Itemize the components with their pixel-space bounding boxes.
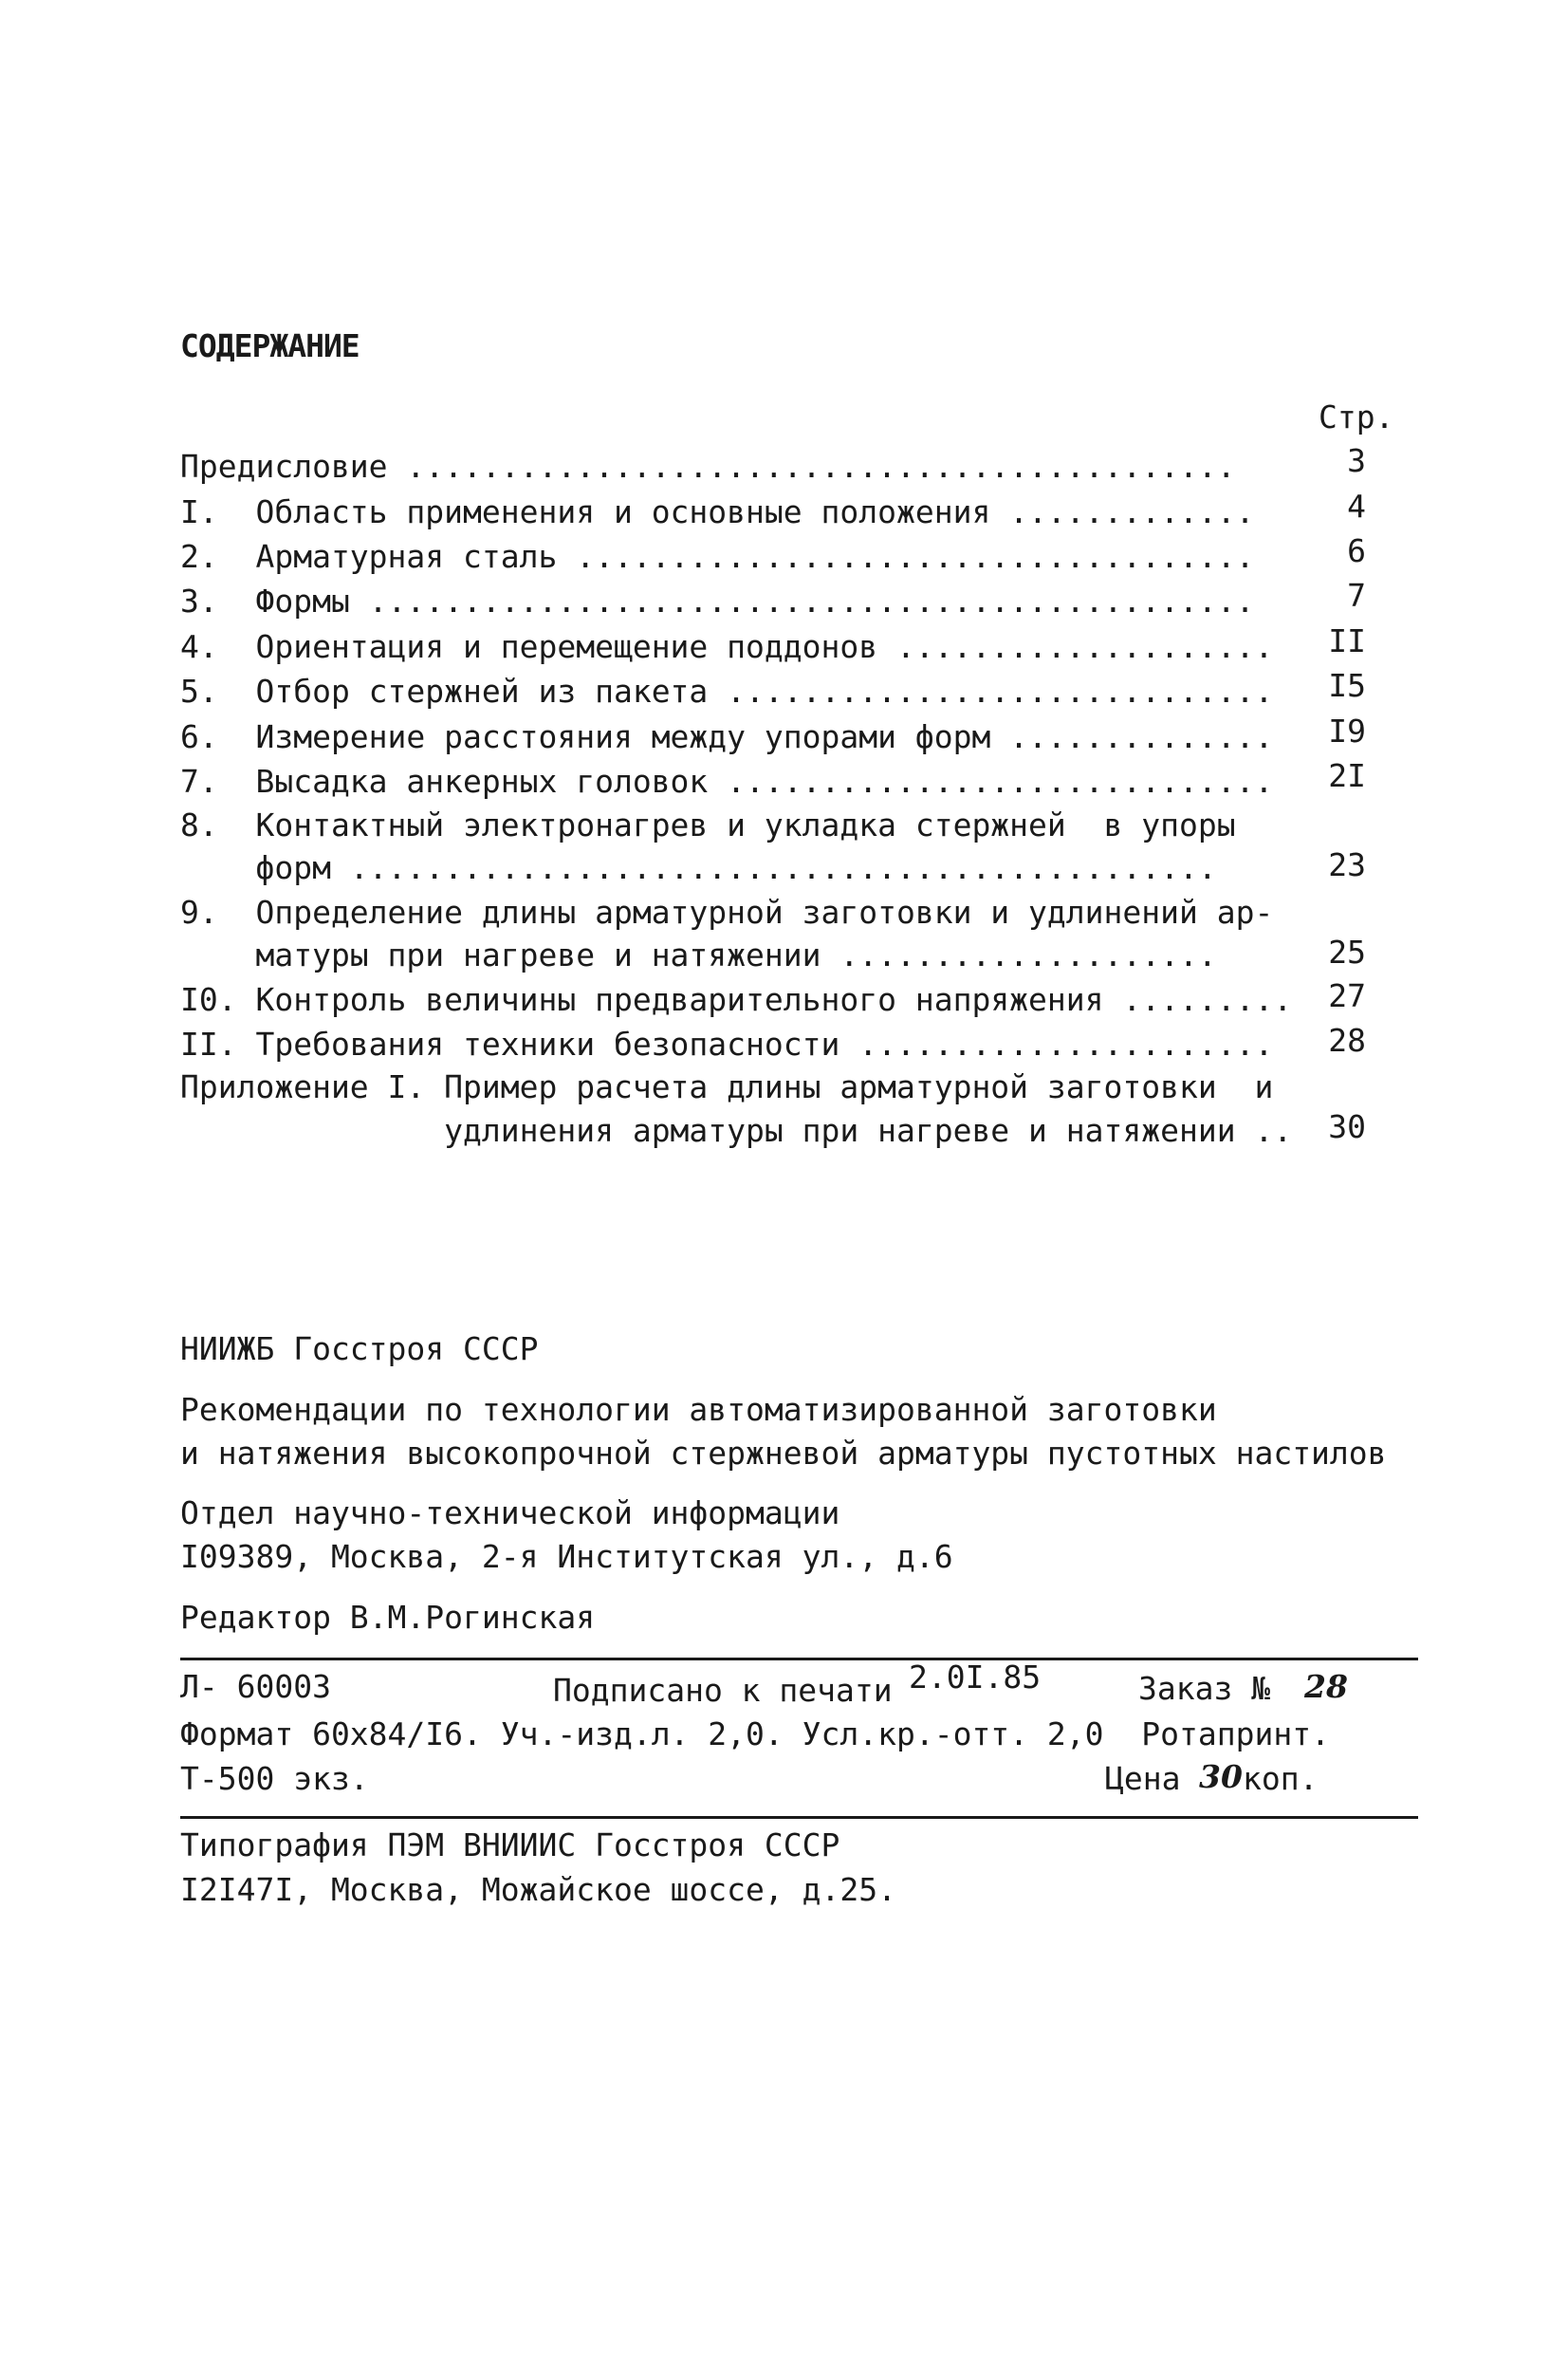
book-title-line-2: и натяжения высокопрочной стержневой арматуры пустотных настилов bbox=[180, 1435, 1387, 1472]
divider-bottom bbox=[180, 1816, 1418, 1819]
toc-entry-8-line-1: 8. Контактный электронагрев и укладка стержней в упоры bbox=[180, 806, 1236, 843]
toc-entry-10: I0. Контроль величины предварительного напряжения ......... bbox=[180, 981, 1293, 1018]
toc-entry-11: II. Требования техники безопасности ...................... bbox=[180, 1026, 1274, 1063]
toc-page-5: I5 bbox=[1328, 667, 1366, 704]
toc-page-preface: 3 bbox=[1347, 442, 1366, 479]
toc-page-1: 4 bbox=[1347, 488, 1366, 525]
toc-entry-1: I. Область применения и основные положения ............. bbox=[180, 493, 1255, 530]
toc-entry-6: 6. Измерение расстояния между упорами форм .............. bbox=[180, 718, 1274, 755]
toc-page-6: I9 bbox=[1328, 713, 1366, 750]
toc-entry-5: 5. Отбор стержней из пакета ............................. bbox=[180, 673, 1274, 710]
toc-page-appendix: 30 bbox=[1328, 1108, 1366, 1145]
toc-page-10: 27 bbox=[1328, 977, 1366, 1014]
printer-address: I2I47I, Москва, Можайское шоссе, д.25. bbox=[180, 1871, 896, 1908]
toc-page-11: 28 bbox=[1328, 1022, 1366, 1059]
signed-label: Подписано к печати bbox=[553, 1672, 893, 1709]
page-column-label: Стр. bbox=[1319, 399, 1394, 436]
price-label: Цена bbox=[1105, 1760, 1181, 1797]
toc-page-2: 6 bbox=[1347, 532, 1366, 569]
format-line: Формат 60х84/I6. Уч.-изд.л. 2,0. Усл.кр.-отт. 2,0 Ротапринт. bbox=[180, 1715, 1330, 1752]
toc-entry-appendix-line-2: удлинения арматуры при нагреве и натяжении .. bbox=[180, 1112, 1293, 1149]
divider-top bbox=[180, 1658, 1418, 1660]
toc-page-3: 7 bbox=[1347, 577, 1366, 614]
toc-entry-appendix-line-1: Приложение I. Пример расчета длины арматурной заготовки и bbox=[180, 1068, 1274, 1105]
toc-page-7: 2I bbox=[1328, 757, 1366, 794]
license-number: Л- 60003 bbox=[180, 1668, 331, 1705]
printer-name: Типография ПЭМ ВНИИИС Госстроя СССР bbox=[180, 1826, 840, 1863]
toc-page-9: 25 bbox=[1328, 934, 1366, 971]
editor: Редактор В.М.Рогинская bbox=[180, 1599, 596, 1636]
order-number: 28 bbox=[1304, 1668, 1348, 1705]
publisher-name: НИИЖБ Госстроя СССР bbox=[180, 1330, 539, 1367]
department-address: I09389, Москва, 2-я Институтская ул., д.6 bbox=[180, 1538, 953, 1575]
toc-entry-preface: Предисловие ............................................ bbox=[180, 448, 1236, 485]
toc-page-4: II bbox=[1328, 622, 1366, 659]
department: Отдел научно-технической информации bbox=[180, 1494, 840, 1531]
toc-entry-3: 3. Формы ............................................... bbox=[180, 583, 1255, 620]
copies: Т-500 экз. bbox=[180, 1760, 369, 1797]
order-label: Заказ № bbox=[1138, 1670, 1271, 1707]
toc-entry-4: 4. Ориентация и перемещение поддонов .................... bbox=[180, 628, 1274, 665]
toc-entry-9-line-2: матуры при нагреве и натяжении .................... bbox=[180, 936, 1217, 973]
toc-page-8: 23 bbox=[1328, 846, 1366, 883]
price-value: 30 bbox=[1199, 1758, 1243, 1795]
signed-date: 2.0I.85 bbox=[909, 1659, 1042, 1696]
toc-entry-2: 2. Арматурная сталь .................................... bbox=[180, 538, 1255, 575]
book-title-line-1: Рекомендации по технологии автоматизированной заготовки bbox=[180, 1391, 1217, 1428]
toc-entry-8-line-2: форм .............................................. bbox=[180, 849, 1217, 886]
price-unit: коп. bbox=[1243, 1760, 1319, 1797]
toc-entry-7: 7. Высадка анкерных головок ............................. bbox=[180, 763, 1274, 800]
contents-heading: СОДЕРЖАНИЕ bbox=[180, 327, 360, 364]
toc-entry-9-line-1: 9. Определение длины арматурной заготовки и удлинений ар- bbox=[180, 894, 1274, 931]
